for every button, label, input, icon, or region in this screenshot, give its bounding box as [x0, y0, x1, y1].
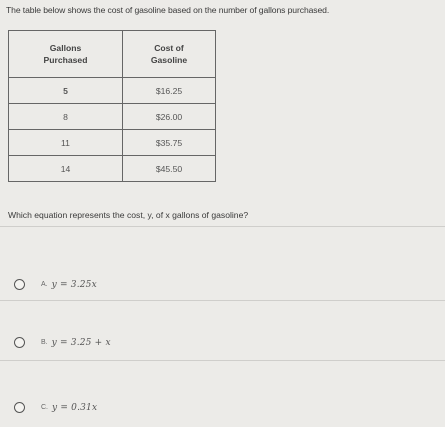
choice-b-equation: y = 3.25 + x	[51, 337, 111, 348]
divider	[0, 300, 445, 301]
gallons-cell: 14	[9, 156, 123, 182]
header-cost-line2: Gasoline	[150, 55, 188, 65]
radio-button-c[interactable]	[14, 402, 25, 413]
radio-button-a[interactable]	[14, 279, 25, 290]
table-row	[9, 104, 216, 130]
table-header-row	[9, 31, 216, 78]
gallons-cell: 8	[9, 104, 123, 130]
choice-c-letter: C.	[41, 404, 48, 411]
choice-b-letter: B.	[41, 339, 48, 346]
intro-text: The table below shows the cost of gasoline based on the number of gallons purchased.	[6, 5, 330, 15]
question-text: Which equation represents the cost, y, of x gallons of gasoline?	[8, 210, 249, 220]
table-row	[9, 156, 216, 182]
table-row	[9, 130, 216, 156]
table-row	[9, 78, 216, 104]
choice-a-letter: A.	[41, 281, 48, 288]
cost-cell: $16.25	[123, 78, 216, 104]
cost-cell: $35.75	[123, 130, 216, 156]
choice-c-equation: y = 0.31x	[52, 402, 98, 413]
choice-c[interactable]	[14, 402, 97, 413]
choice-b[interactable]	[14, 337, 111, 348]
choice-a-equation: y = 3.25x	[51, 279, 97, 290]
choice-a[interactable]	[14, 279, 97, 290]
radio-button-b[interactable]	[14, 337, 25, 348]
gallons-cell: 11	[9, 130, 123, 156]
header-cost-line1: Cost of	[154, 43, 184, 53]
cost-cell: $45.50	[123, 156, 216, 182]
header-gallons-purchased	[9, 31, 123, 78]
divider	[0, 360, 445, 361]
gasoline-cost-table	[8, 30, 216, 182]
divider	[0, 226, 445, 227]
header-cost-of-gasoline	[123, 31, 216, 78]
gallons-cell: 5	[9, 78, 123, 104]
header-gallons-line2: Purchased	[43, 55, 88, 65]
cost-cell: $26.00	[123, 104, 216, 130]
header-gallons-line1: Gallons	[49, 43, 82, 53]
